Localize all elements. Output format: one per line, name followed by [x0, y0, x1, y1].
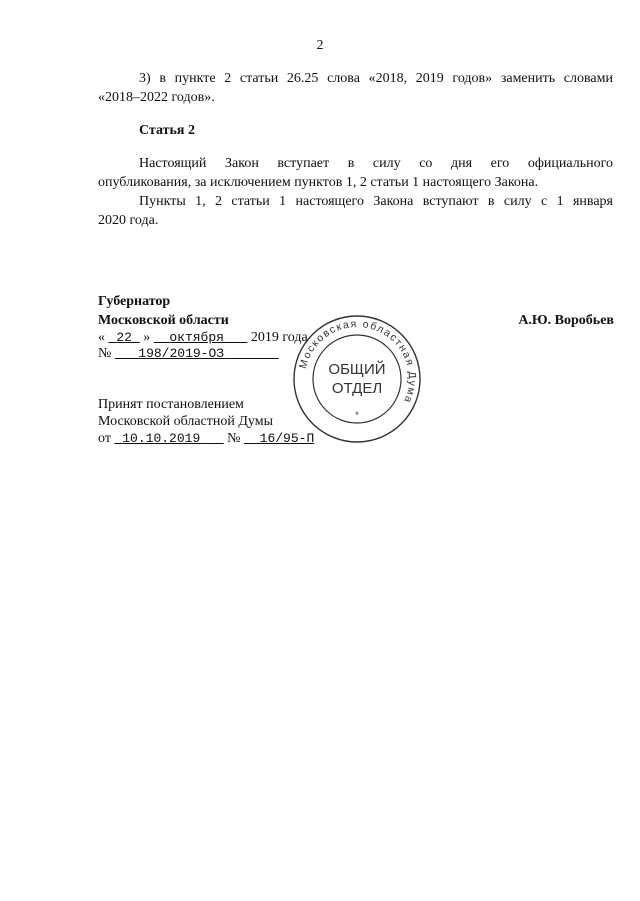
stamp-center-line1: ОБЩИЙ: [328, 361, 386, 378]
stamp-ring-text: Московская областная Дума: [297, 317, 419, 406]
article2-p1-line1: Настоящий Закон вступает в силу со дня его официального: [139, 156, 613, 171]
governor-name: А.Ю. Воробьев: [518, 313, 614, 328]
article2-heading: Статья 2: [139, 123, 195, 138]
article2-p1-line2: опубликования, за исключением пунктов 1, 2 статьи 1 настоящего Закона.: [98, 175, 539, 190]
article2-p2-line1: Пункты 1, 2 статьи 1 настоящего Закона вступают в силу с 1 января: [139, 194, 613, 209]
date-day-value: 22: [116, 330, 132, 345]
adopted-date-field: [114, 431, 223, 446]
date-open-quote: «: [98, 330, 105, 345]
adopted-number-value: 16/95-П: [259, 431, 315, 446]
page-number: 2: [316, 38, 324, 53]
law-number-field: [115, 346, 279, 361]
law-number-label: №: [98, 346, 112, 361]
stamp-star-icon: *: [355, 410, 359, 420]
governor-title-line1: Губернатор: [98, 294, 171, 309]
adopted-number-label: №: [227, 431, 241, 446]
office-stamp: [292, 314, 422, 444]
date-year: 2019 года: [250, 330, 308, 345]
signing-date: [98, 330, 308, 346]
adopted-from-label: от: [98, 431, 111, 446]
date-close-quote: »: [143, 330, 151, 345]
date-day: [109, 330, 140, 345]
adopted-line1: Принят постановлением: [98, 397, 244, 412]
law-number: [98, 346, 279, 362]
stamp-center-line2: ОТДЕЛ: [331, 380, 383, 397]
item3-line1: 3) в пункте 2 статьи 26.25 слова «2018, 2019 годов» заменить словами: [139, 71, 613, 86]
article2-p2-line2: 2020 года.: [98, 213, 159, 228]
governor-title-line2: Московской области: [98, 313, 229, 328]
date-month-value: октября: [169, 330, 224, 345]
item3-line2: «2018–2022 годов».: [98, 90, 215, 105]
adopted-date-value: 10.10.2019: [122, 431, 201, 446]
law-number-value: 198/2019-ОЗ: [138, 346, 225, 361]
adopted-reference: [98, 431, 314, 447]
adopted-line2: Московской областной Думы: [98, 414, 273, 429]
date-month: [154, 330, 248, 345]
